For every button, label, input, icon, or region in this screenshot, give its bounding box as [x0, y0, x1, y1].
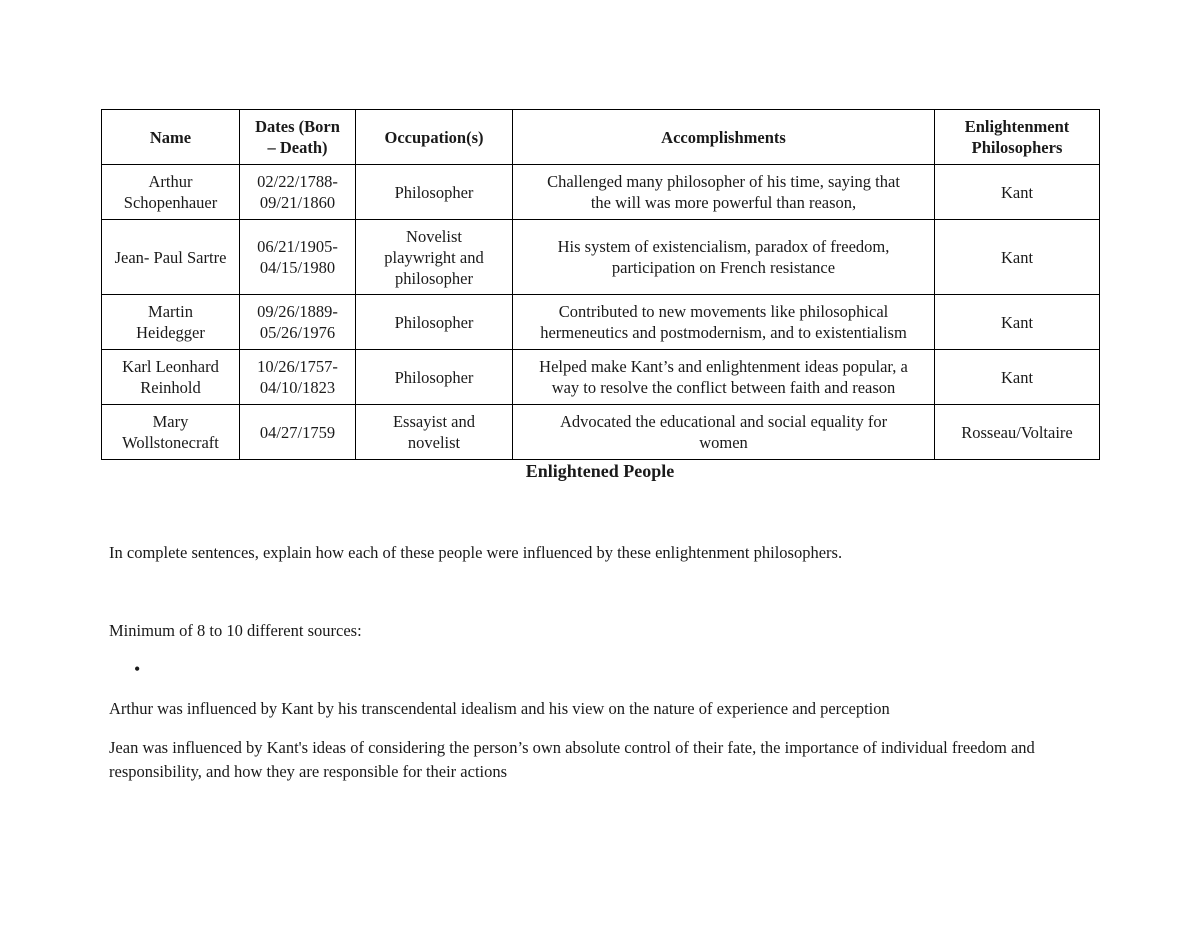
table-caption: Enlightened People: [525, 461, 675, 481]
cell-philosopher: Rosseau/Voltaire: [935, 405, 1100, 460]
cell-occupation: Novelist playwright and philosopher: [356, 220, 513, 295]
cell-name: Arthur Schopenhauer: [102, 165, 240, 220]
cell-philosopher: Kant: [935, 350, 1100, 405]
header-philosophers: Enlightenment Philosophers: [935, 110, 1100, 165]
cell-accomplishments: Challenged many philosopher of his time, saying that the will was more powerful than reason,: [513, 165, 935, 220]
instruction-text: In complete sentences, explain how each of these people were influenced by these enlightenment philosophers.: [109, 543, 843, 562]
cell-dates: 09/26/1889- 05/26/1976: [240, 295, 356, 350]
cell-accomplishments: Advocated the educational and social equality for women: [513, 405, 935, 460]
cell-occupation: Essayist and novelist: [356, 405, 513, 460]
header-occupation: Occupation(s): [356, 110, 513, 165]
sources-label: Minimum of 8 to 10 different sources:: [109, 621, 362, 640]
table-row: [102, 295, 1100, 350]
cell-dates: 10/26/1757- 04/10/1823: [240, 350, 356, 405]
table-row: [102, 405, 1100, 460]
cell-dates: 04/27/1759: [240, 405, 356, 460]
header-name: Name: [102, 110, 240, 165]
cell-dates: 02/22/1788- 09/21/1860: [240, 165, 356, 220]
cell-name: Mary Wollstonecraft: [102, 405, 240, 460]
header-dates: Dates (Born – Death): [240, 110, 356, 165]
cell-philosopher: Kant: [935, 295, 1100, 350]
cell-name: Karl Leonhard Reinhold: [102, 350, 240, 405]
answer-paragraph-arthur: Arthur was influenced by Kant by his transcendental idealism and his view on the nature of experience and perception: [109, 699, 890, 718]
enlightened-people-table: [101, 109, 1100, 460]
cell-philosopher: Kant: [935, 165, 1100, 220]
table-header-row: [102, 110, 1100, 165]
table-row: [102, 350, 1100, 405]
table-row: [102, 165, 1100, 220]
header-accomplishments: Accomplishments: [513, 110, 935, 165]
cell-occupation: Philosopher: [356, 165, 513, 220]
cell-name: Jean- Paul Sartre: [102, 220, 240, 295]
empty-bullet-item: •: [134, 659, 141, 679]
cell-occupation: Philosopher: [356, 350, 513, 405]
cell-philosopher: Kant: [935, 220, 1100, 295]
cell-accomplishments: His system of existencialism, paradox of freedom, participation on French resistance: [513, 220, 935, 295]
cell-dates: 06/21/1905- 04/15/1980: [240, 220, 356, 295]
cell-occupation: Philosopher: [356, 295, 513, 350]
answer-paragraph-jean: Jean was influenced by Kant's ideas of considering the person’s own absolute control of their fate, the importance of individual freedom and responsibility, and how they are responsible for their actions: [109, 738, 1035, 781]
cell-name: Martin Heidegger: [102, 295, 240, 350]
cell-accomplishments: Helped make Kant’s and enlightenment ideas popular, a way to resolve the conflict between faith and reason: [513, 350, 935, 405]
table-row: [102, 220, 1100, 295]
cell-accomplishments: Contributed to new movements like philosophical hermeneutics and postmodernism, and to existentialism: [513, 295, 935, 350]
